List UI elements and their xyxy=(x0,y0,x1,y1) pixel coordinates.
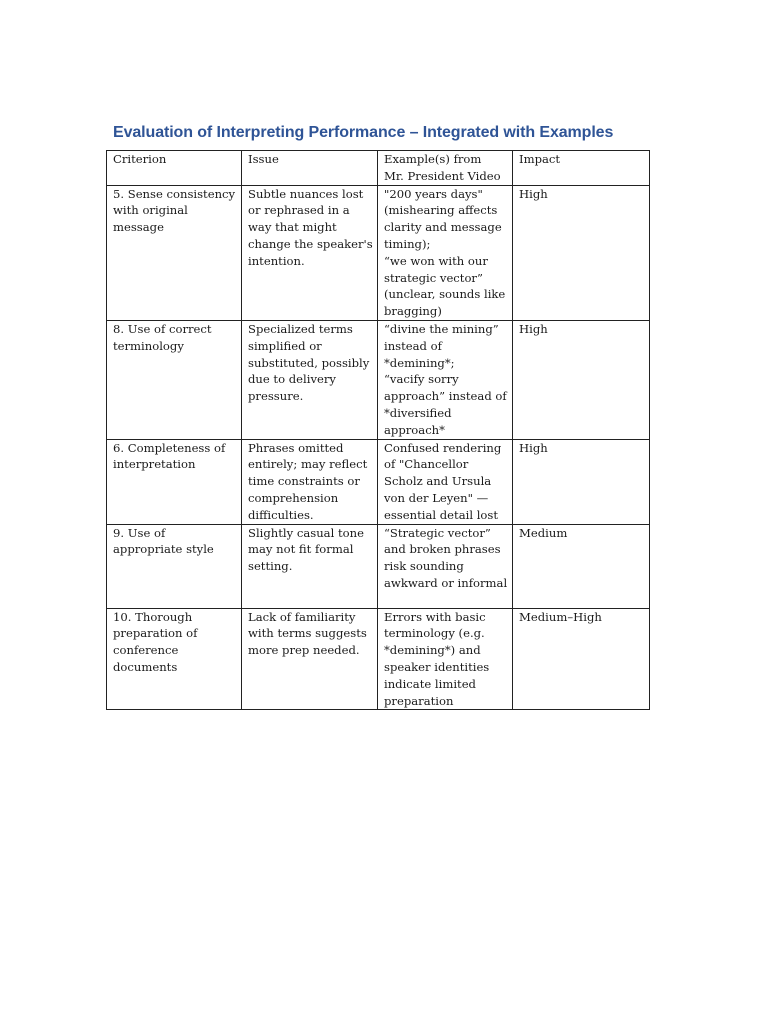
issue-cell: Specialized terms simplified or substituted, possibly due to delivery pressure. xyxy=(242,320,378,439)
criterion-cell: 8. Use of correct terminology xyxy=(107,320,242,439)
issue-cell: Subtle nuances lost or rephrased in a way that might change the speaker's intention. xyxy=(242,185,378,320)
impact-cell: Medium–High xyxy=(513,608,650,710)
table-row xyxy=(107,439,650,524)
example-text: “Strategic vector” and broken phrases risk sounding awkward or informal xyxy=(384,525,508,590)
header-issue: Issue xyxy=(242,151,378,186)
example-text: Confused rendering of "Chancellor Scholz and Ursula von der Leyen" — essential detail lost xyxy=(384,440,502,522)
issue-cell: Phrases omitted entirely; may reflect time constraints or comprehension difficulties. xyxy=(242,439,378,524)
impact-cell: High xyxy=(513,320,650,439)
table-row xyxy=(107,524,650,608)
header-examples xyxy=(378,151,513,186)
example-text: "200 years days" (mishearing affects clarity and message timing); xyxy=(384,186,502,251)
header-examples-line2: Mr. President Video xyxy=(384,168,501,183)
example-text: “vacify sorry approach” instead of *diversified approach* xyxy=(384,372,507,437)
examples-cell xyxy=(378,524,513,608)
table-header-row xyxy=(107,151,650,186)
impact-cell: Medium xyxy=(513,524,650,608)
issue-cell: Lack of familiarity with terms suggests more prep needed. xyxy=(242,608,378,710)
criterion-cell: 10. Thorough preparation of conference documents xyxy=(107,608,242,710)
header-examples-line1: Example(s) from xyxy=(384,152,482,166)
impact-cell: High xyxy=(513,439,650,524)
header-criterion: Criterion xyxy=(107,151,242,186)
criterion-cell: 6. Completeness of interpretation xyxy=(107,439,242,524)
issue-cell: Slightly casual tone may not fit formal setting. xyxy=(242,524,378,608)
example-text: “divine the mining” instead of *demining*; xyxy=(384,321,499,370)
examples-cell xyxy=(378,608,513,710)
examples-cell xyxy=(378,320,513,439)
evaluation-table xyxy=(106,150,650,710)
criterion-cell: 9. Use of appropriate style xyxy=(107,524,242,608)
examples-cell xyxy=(378,439,513,524)
header-impact: Impact xyxy=(513,151,650,186)
criterion-cell: 5. Sense consistency with original message xyxy=(107,185,242,320)
table-row xyxy=(107,185,650,320)
document-title: Evaluation of Interpreting Performance – Integrated with Examples xyxy=(113,124,614,141)
table-row xyxy=(107,608,650,710)
example-text: Errors with basic terminology (e.g. *demining*) and speaker identities indicate limited preparation xyxy=(384,609,490,708)
examples-cell xyxy=(378,185,513,320)
table-row xyxy=(107,320,650,439)
example-text: “we won with our strategic vector” (unclear, sounds like bragging) xyxy=(384,253,506,319)
impact-cell: High xyxy=(513,185,650,320)
